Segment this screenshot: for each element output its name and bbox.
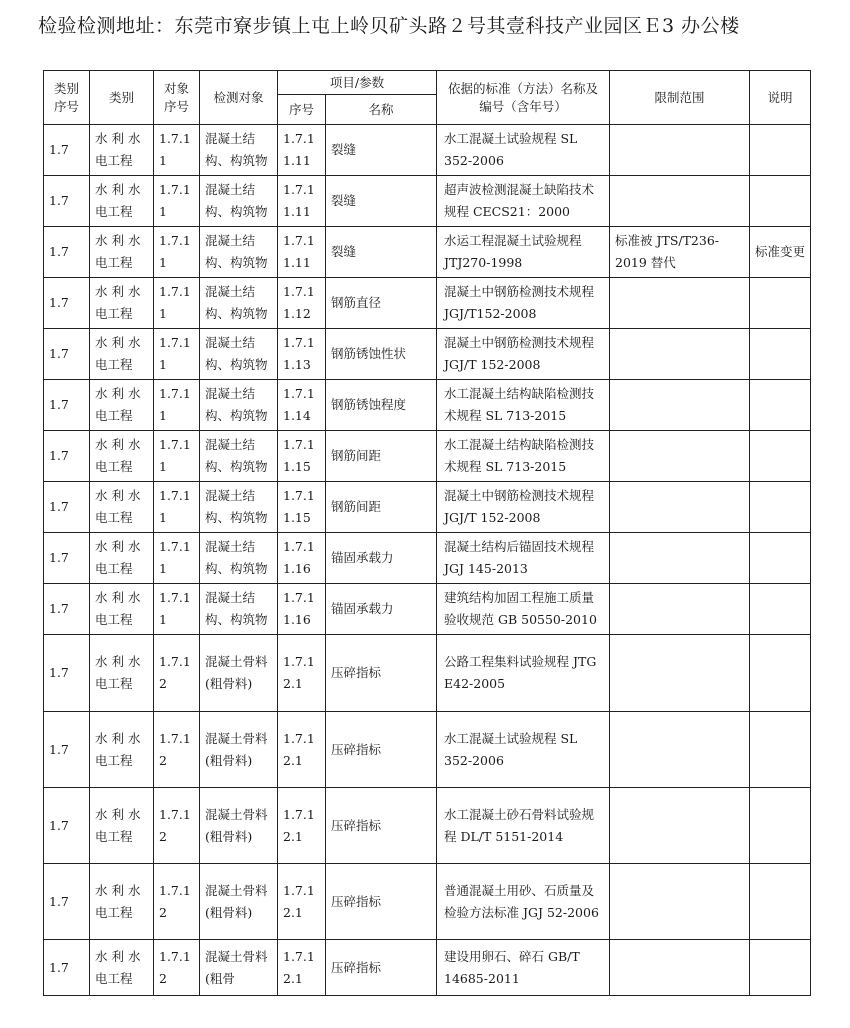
object-no-cell: 1.7.1 1 <box>154 278 200 329</box>
standard-cell: 水工混凝土试验规程 SL 352-2006 <box>437 712 610 788</box>
category-cell: 水 利 水电工程 <box>90 940 154 996</box>
item-name-cell: 钢筋直径 <box>326 278 437 329</box>
object-cell: 混凝土结构、构筑物 <box>200 125 278 176</box>
item-name-cell: 钢筋锈蚀程度 <box>326 380 437 431</box>
category-cell: 水 利 水电工程 <box>90 533 154 584</box>
header-item-group: 项目/参数 <box>278 71 437 95</box>
category-no-cell: 1.7 <box>44 533 90 584</box>
standard-cell: 混凝土中钢筋检测技术规程 JGJ/T 152-2008 <box>437 482 610 533</box>
note-cell <box>750 278 811 329</box>
object-no-cell: 1.7.1 1 <box>154 329 200 380</box>
category-cell: 水 利 水电工程 <box>90 482 154 533</box>
category-cell: 水 利 水电工程 <box>90 380 154 431</box>
category-cell: 水 利 水电工程 <box>90 176 154 227</box>
object-cell: 混凝土结构、构筑物 <box>200 431 278 482</box>
limit-cell <box>610 533 750 584</box>
item-name-cell: 压碎指标 <box>326 940 437 996</box>
item-name-cell: 压碎指标 <box>326 788 437 864</box>
object-cell: 混凝土骨料(粗骨 <box>200 940 278 996</box>
category-no-cell: 1.7 <box>44 380 90 431</box>
item-name-cell: 压碎指标 <box>326 864 437 940</box>
standard-cell: 混凝土中钢筋检测技术规程 JGJ/T 152-2008 <box>437 329 610 380</box>
item-name-cell: 锚固承载力 <box>326 533 437 584</box>
note-cell <box>750 864 811 940</box>
item-name-cell: 裂缝 <box>326 176 437 227</box>
header-item-no: 序号 <box>278 95 326 125</box>
category-no-cell: 1.7 <box>44 227 90 278</box>
item-no-cell: 1.7.1 1.11 <box>278 227 326 278</box>
note-cell <box>750 329 811 380</box>
category-no-cell: 1.7 <box>44 940 90 996</box>
standard-cell: 水工混凝土试验规程 SL 352-2006 <box>437 125 610 176</box>
table-header <box>44 71 811 125</box>
standard-cell: 建设用卵石、碎石 GB/T 14685-2011 <box>437 940 610 996</box>
object-no-cell: 1.7.1 2 <box>154 940 200 996</box>
table-body <box>44 125 811 996</box>
header-item-name: 名称 <box>326 95 437 125</box>
header-object: 检测对象 <box>200 71 278 125</box>
note-cell <box>750 712 811 788</box>
object-no-cell: 1.7.1 2 <box>154 712 200 788</box>
limit-cell <box>610 380 750 431</box>
object-no-cell: 1.7.1 1 <box>154 227 200 278</box>
category-no-cell: 1.7 <box>44 482 90 533</box>
note-cell <box>750 533 811 584</box>
item-name-cell: 压碎指标 <box>326 635 437 712</box>
standard-cell: 公路工程集料试验规程 JTG E42-2005 <box>437 635 610 712</box>
table-row <box>44 712 811 788</box>
item-no-cell: 1.7.1 1.15 <box>278 431 326 482</box>
note-cell <box>750 635 811 712</box>
object-no-cell: 1.7.1 1 <box>154 533 200 584</box>
limit-cell <box>610 635 750 712</box>
standard-cell: 普通混凝土用砂、石质量及检验方法标准 JGJ 52-2006 <box>437 864 610 940</box>
category-cell: 水 利 水电工程 <box>90 584 154 635</box>
table-row <box>44 176 811 227</box>
object-no-cell: 1.7.1 1 <box>154 380 200 431</box>
object-no-cell: 1.7.1 1 <box>154 431 200 482</box>
standard-cell: 水工混凝土结构缺陷检测技术规程 SL 713-2015 <box>437 380 610 431</box>
category-cell: 水 利 水电工程 <box>90 864 154 940</box>
item-name-cell: 锚固承载力 <box>326 584 437 635</box>
header-category: 类别 <box>90 71 154 125</box>
limit-cell <box>610 940 750 996</box>
object-no-cell: 1.7.1 1 <box>154 176 200 227</box>
item-name-cell: 钢筋间距 <box>326 482 437 533</box>
object-cell: 混凝土结构、构筑物 <box>200 380 278 431</box>
object-cell: 混凝土结构、构筑物 <box>200 278 278 329</box>
object-cell: 混凝土结构、构筑物 <box>200 584 278 635</box>
standard-cell: 超声波检测混凝土缺陷技术规程 CECS21：2000 <box>437 176 610 227</box>
header-note: 说明 <box>750 71 811 125</box>
limit-cell <box>610 584 750 635</box>
table-row <box>44 380 811 431</box>
category-cell: 水 利 水电工程 <box>90 278 154 329</box>
item-no-cell: 1.7.1 2.1 <box>278 864 326 940</box>
item-no-cell: 1.7.1 1.11 <box>278 125 326 176</box>
category-cell: 水 利 水电工程 <box>90 635 154 712</box>
standard-cell: 建筑结构加固工程施工质量验收规范 GB 50550-2010 <box>437 584 610 635</box>
table-row <box>44 788 811 864</box>
item-no-cell: 1.7.1 1.16 <box>278 584 326 635</box>
category-cell: 水 利 水电工程 <box>90 788 154 864</box>
standard-cell: 水工混凝土砂石骨料试验规程 DL/T 5151-2014 <box>437 788 610 864</box>
item-no-cell: 1.7.1 1.12 <box>278 278 326 329</box>
object-no-cell: 1.7.1 2 <box>154 864 200 940</box>
table-row <box>44 431 811 482</box>
header-object-no: 对象序号 <box>154 71 200 125</box>
item-no-cell: 1.7.1 2.1 <box>278 788 326 864</box>
object-cell: 混凝土结构、构筑物 <box>200 482 278 533</box>
standard-cell: 水工混凝土结构缺陷检测技术规程 SL 713-2015 <box>437 431 610 482</box>
header-category-no: 类别序号 <box>44 71 90 125</box>
limit-cell <box>610 329 750 380</box>
object-cell: 混凝土结构、构筑物 <box>200 533 278 584</box>
note-cell: 标准变更 <box>750 227 811 278</box>
limit-cell <box>610 125 750 176</box>
limit-cell <box>610 788 750 864</box>
note-cell <box>750 788 811 864</box>
object-cell: 混凝土骨料(粗骨料) <box>200 864 278 940</box>
table-row <box>44 940 811 996</box>
table-row <box>44 227 811 278</box>
limit-cell: 标准被 JTS/T236-2019 替代 <box>610 227 750 278</box>
note-cell <box>750 176 811 227</box>
object-cell: 混凝土骨料(粗骨料) <box>200 712 278 788</box>
item-name-cell: 钢筋间距 <box>326 431 437 482</box>
header-limit: 限制范围 <box>610 71 750 125</box>
category-cell: 水 利 水电工程 <box>90 712 154 788</box>
limit-cell <box>610 482 750 533</box>
table-row <box>44 482 811 533</box>
category-no-cell: 1.7 <box>44 329 90 380</box>
category-no-cell: 1.7 <box>44 431 90 482</box>
item-no-cell: 1.7.1 2.1 <box>278 940 326 996</box>
note-cell <box>750 584 811 635</box>
item-no-cell: 1.7.1 1.14 <box>278 380 326 431</box>
note-cell <box>750 125 811 176</box>
item-no-cell: 1.7.1 2.1 <box>278 635 326 712</box>
item-name-cell: 裂缝 <box>326 125 437 176</box>
object-no-cell: 1.7.1 2 <box>154 635 200 712</box>
note-cell <box>750 482 811 533</box>
object-cell: 混凝土结构、构筑物 <box>200 329 278 380</box>
item-name-cell: 裂缝 <box>326 227 437 278</box>
standard-cell: 混凝土结构后锚固技术规程 JGJ 145-2013 <box>437 533 610 584</box>
object-cell: 混凝土结构、构筑物 <box>200 176 278 227</box>
item-name-cell: 压碎指标 <box>326 712 437 788</box>
object-no-cell: 1.7.1 1 <box>154 584 200 635</box>
object-no-cell: 1.7.1 1 <box>154 125 200 176</box>
item-no-cell: 1.7.1 1.13 <box>278 329 326 380</box>
accreditation-table <box>43 70 811 996</box>
table-row <box>44 635 811 712</box>
category-no-cell: 1.7 <box>44 864 90 940</box>
table-row <box>44 329 811 380</box>
note-cell <box>750 940 811 996</box>
category-no-cell: 1.7 <box>44 712 90 788</box>
limit-cell <box>610 176 750 227</box>
item-no-cell: 1.7.1 1.16 <box>278 533 326 584</box>
object-cell: 混凝土骨料(粗骨料) <box>200 788 278 864</box>
category-no-cell: 1.7 <box>44 278 90 329</box>
table-row <box>44 584 811 635</box>
object-no-cell: 1.7.1 2 <box>154 788 200 864</box>
standard-cell: 水运工程混凝土试验规程 JTJ270-1998 <box>437 227 610 278</box>
category-cell: 水 利 水电工程 <box>90 431 154 482</box>
limit-cell <box>610 712 750 788</box>
limit-cell <box>610 431 750 482</box>
item-no-cell: 1.7.1 1.15 <box>278 482 326 533</box>
document-header: 检验检测地址：东莞市寮步镇上屯上岭贝矿头路２号其壹科技产业园区Ｅ3 办公楼 <box>38 15 740 37</box>
table-row <box>44 278 811 329</box>
category-no-cell: 1.7 <box>44 788 90 864</box>
category-no-cell: 1.7 <box>44 584 90 635</box>
object-no-cell: 1.7.1 1 <box>154 482 200 533</box>
note-cell <box>750 431 811 482</box>
standard-cell: 混凝土中钢筋检测技术规程 JGJ/T152-2008 <box>437 278 610 329</box>
note-cell <box>750 380 811 431</box>
item-no-cell: 1.7.1 1.11 <box>278 176 326 227</box>
category-cell: 水 利 水电工程 <box>90 125 154 176</box>
limit-cell <box>610 278 750 329</box>
category-cell: 水 利 水电工程 <box>90 329 154 380</box>
category-no-cell: 1.7 <box>44 176 90 227</box>
category-no-cell: 1.7 <box>44 125 90 176</box>
object-cell: 混凝土结构、构筑物 <box>200 227 278 278</box>
table-row <box>44 533 811 584</box>
header-standard: 依据的标准（方法）名称及编号（含年号） <box>437 71 610 125</box>
table-row <box>44 125 811 176</box>
table-row <box>44 864 811 940</box>
item-no-cell: 1.7.1 2.1 <box>278 712 326 788</box>
category-cell: 水 利 水电工程 <box>90 227 154 278</box>
item-name-cell: 钢筋锈蚀性状 <box>326 329 437 380</box>
object-cell: 混凝土骨料(粗骨料) <box>200 635 278 712</box>
category-no-cell: 1.7 <box>44 635 90 712</box>
limit-cell <box>610 864 750 940</box>
